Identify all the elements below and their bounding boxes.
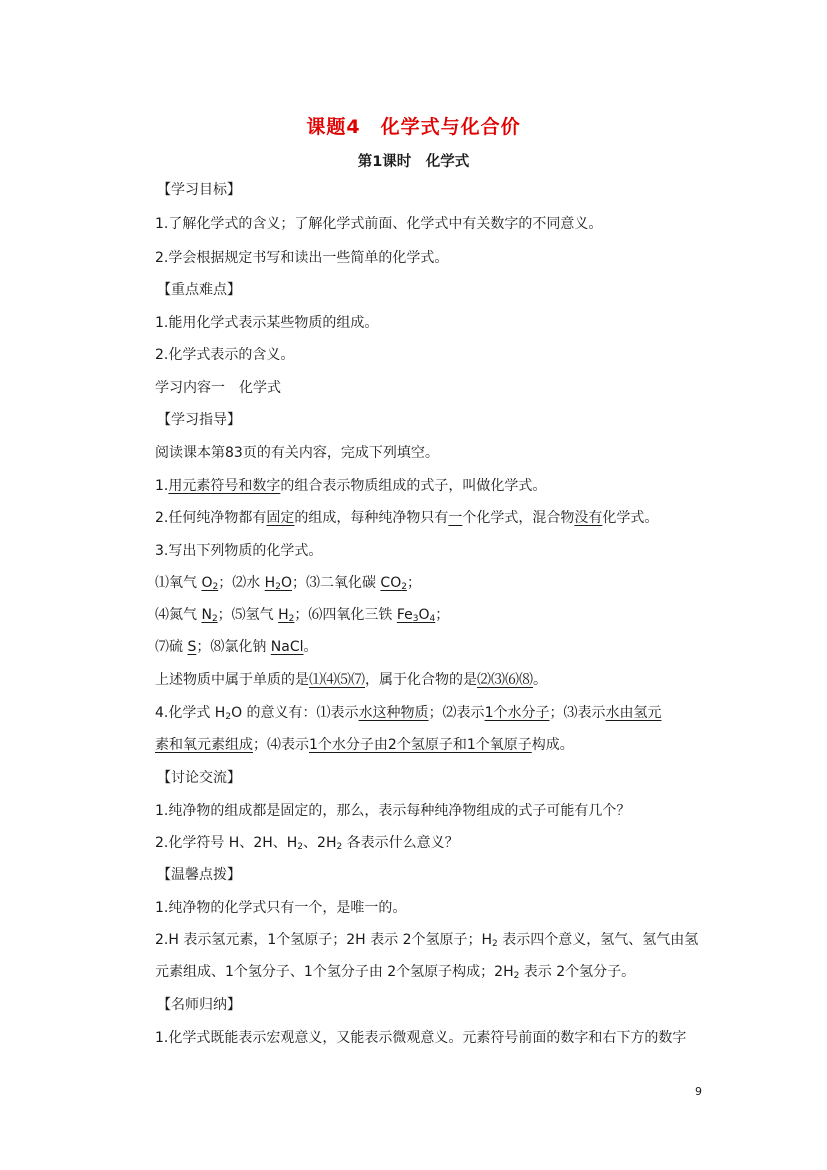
discussion-item-1: 1.纯净物的组成都是固定的，那么，表示每种纯净物组成的式子可能有几个？ <box>155 803 631 819</box>
question-1 <box>155 476 715 496</box>
answer-blank: 一 <box>448 510 463 526</box>
text: 1. <box>155 478 169 494</box>
section-heading-tips: 【温馨点拨】 <box>157 867 241 883</box>
answer-blank: 用元素符号和数字 <box>168 478 281 494</box>
text: 2.化学符号 H、2H、H <box>155 835 298 851</box>
text: CO <box>380 575 402 591</box>
text: ；⑶二氧化碳 <box>291 575 381 591</box>
formula-row-1 <box>155 573 715 597</box>
text: 各表示什么意义？ <box>342 835 459 851</box>
text: O <box>280 575 292 591</box>
question-3: 3.写出下列物质的化学式。 <box>155 543 323 559</box>
subscript: 2 <box>211 614 218 624</box>
summary-item-1: 1.化学式既能表示宏观意义，又能表示微观意义。元素符号前面的数字和右下方的数字 <box>155 1030 687 1046</box>
discussion-item-2 <box>155 833 715 857</box>
tip-item-2-line-1 <box>155 930 715 954</box>
page-number: 9 <box>695 1085 702 1098</box>
text: 、2H <box>303 835 337 851</box>
text: 2.H 表示氢元素，1个氢原子；2H 表示 2个氢原子；H <box>155 932 493 948</box>
text: ； <box>406 575 421 591</box>
answer-blank <box>265 575 292 591</box>
text: ⑴氧气 <box>155 575 202 591</box>
formula-row-2 <box>155 605 715 629</box>
text: H <box>264 575 276 591</box>
question-4-line-1 <box>155 703 715 727</box>
text: ，属于化合物的是 <box>365 672 477 688</box>
tip-item-1: 1.纯净物的化学式只有一个，是唯一的。 <box>155 900 407 916</box>
question-2 <box>155 508 715 528</box>
subscript: 3 <box>412 614 419 624</box>
text: 个化学式，混合物 <box>462 510 575 526</box>
answer-blank: 1个水分子 <box>484 705 550 721</box>
answer-blank: S <box>187 639 197 655</box>
text: ；⑵水 <box>218 575 265 591</box>
text: O <box>201 575 213 591</box>
answer-blank <box>380 575 407 591</box>
subscript: 2 <box>275 582 281 592</box>
tip-item-2-line-2 <box>155 962 715 986</box>
text: 的组成，每种纯净物只有 <box>294 510 449 526</box>
section-heading-goals: 【学习目标】 <box>157 182 241 198</box>
guide-intro: 阅读课本第83页的有关内容，完成下列填空。 <box>155 445 439 461</box>
subscript: 2 <box>212 582 219 592</box>
answer-blank: 1个水分子由2个氢原子和1个氧原子 <box>309 737 532 753</box>
text: 元素组成、1个氢分子、1个氢分子由 2个氢原子构成；2H <box>155 964 514 980</box>
classification-row <box>155 670 715 690</box>
lesson-title: 课题4 化学式与化合价 <box>306 116 521 138</box>
text: N <box>201 607 212 623</box>
text: ；⑷表示 <box>253 737 309 753</box>
text: 上述物质中属于单质的是 <box>155 672 309 688</box>
text: 。 <box>303 639 318 655</box>
text: ； <box>435 607 450 623</box>
subscript: 2 <box>336 842 343 852</box>
lesson-subtitle: 第1课时 化学式 <box>357 154 470 170</box>
subscript: 2 <box>401 582 407 592</box>
answer-blank: ⑵⑶⑹⑻ <box>477 672 533 688</box>
text: 。 <box>533 672 547 688</box>
text: H <box>278 607 289 623</box>
text: O <box>418 607 430 623</box>
text: ⑺硫 <box>155 639 188 655</box>
formula-row-3 <box>155 637 715 657</box>
text: 的组合表示物质组成的式子，叫做化学式。 <box>280 478 547 494</box>
answer-blank: 没有 <box>574 510 603 526</box>
subscript: 2 <box>492 939 498 949</box>
answer-blank: ⑴⑷⑸⑺ <box>309 672 365 688</box>
answer-blank: 固定 <box>266 510 295 526</box>
text: ；⑵表示 <box>428 705 485 721</box>
answer-blank <box>201 575 218 591</box>
answer-blank: 素和氧元素组成 <box>155 737 253 753</box>
answer-blank <box>278 607 294 623</box>
text: 构成。 <box>531 737 574 753</box>
key-item-2: 2.化学式表示的含义。 <box>155 347 295 363</box>
section-heading-summary: 【名师归纳】 <box>157 997 241 1013</box>
subscript: 4 <box>429 614 436 624</box>
text: ；⑻氯化钠 <box>196 639 271 655</box>
answer-blank <box>397 607 435 623</box>
text: ；⑹四氧化三铁 <box>294 607 397 623</box>
text: 4.化学式 H <box>155 705 226 721</box>
text: Fe <box>396 607 413 623</box>
text: 化学式。 <box>602 510 659 526</box>
subscript: 2 <box>513 971 520 981</box>
answer-blank <box>201 607 217 623</box>
answer-blank: 水这种物质 <box>358 705 429 721</box>
section-heading-discussion: 【讨论交流】 <box>157 770 241 786</box>
text: 2.任何纯净物都有 <box>155 510 267 526</box>
goal-item-2: 2.学会根据规定书写和读出一些简单的化学式。 <box>155 250 449 266</box>
subscript: 2 <box>288 614 295 624</box>
answer-blank: NaCl <box>270 639 304 655</box>
section-heading-guide: 【学习指导】 <box>157 412 241 428</box>
subscript: 2 <box>297 842 304 852</box>
section-heading-key-points: 【重点难点】 <box>157 282 241 298</box>
content-heading-1: 学习内容一 化学式 <box>155 380 281 396</box>
subscript: 2 <box>225 712 232 722</box>
key-item-1: 1.能用化学式表示某些物质的组成。 <box>155 315 379 331</box>
question-4-line-2 <box>155 735 715 755</box>
text: ⑷氮气 <box>155 607 202 623</box>
text: 表示四个意义，氢气、氢气由氢 <box>497 932 699 948</box>
answer-blank: 水由氢元 <box>605 705 662 721</box>
goal-item-1: 1.了解化学式的含义；了解化学式前面、化学式中有关数字的不同意义。 <box>155 216 603 232</box>
text: ；⑸氢气 <box>217 607 279 623</box>
text: ；⑶表示 <box>549 705 606 721</box>
text: O 的意义有：⑴表示 <box>231 705 359 721</box>
text: 表示 2个氢分子。 <box>519 964 636 980</box>
